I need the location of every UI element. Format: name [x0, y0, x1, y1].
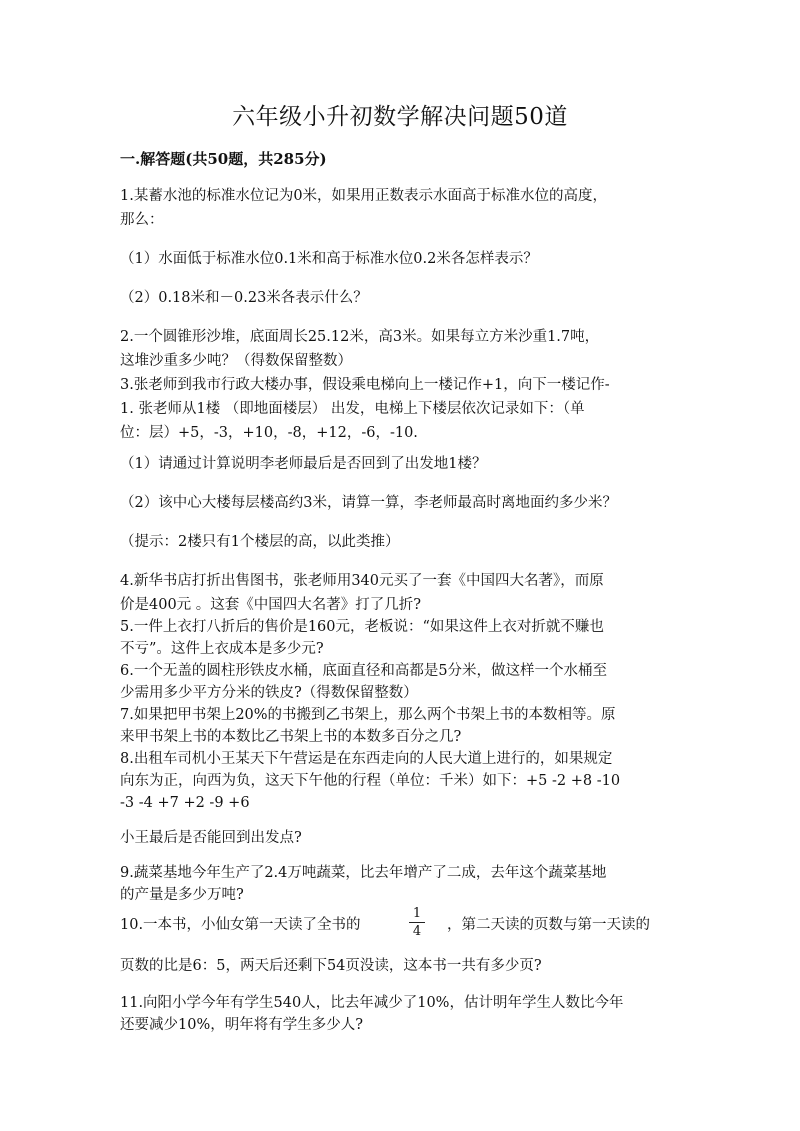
- question-line: 6.一个无盖的圆柱形铁皮水桶，底面直径和高都是5分米，做这样一个水桶至: [120, 663, 608, 679]
- question-line: 少需用多少平方分米的铁皮?（得数保留整数）: [120, 685, 418, 701]
- question-line: 1. 张老师从1楼 （即地面楼层） 出发，电梯上下楼层依次记录如下：（单: [120, 401, 585, 417]
- fraction-denominator: 4: [412, 924, 422, 939]
- question-line: （2）该中心大楼每层楼高约3米，请算一算，李老师最高时离地面约多少米？: [120, 495, 617, 511]
- question-line: -3 -4 +7 +2 -9 +6: [120, 795, 250, 811]
- question-line: （提示：2楼只有1个楼层的高，以此类推）: [120, 534, 400, 550]
- question-line: 3.张老师到我市行政大楼办事，假设乘电梯向上一楼记作+1，向下一楼记作-: [120, 377, 610, 393]
- question-line: ，第二天读的页数与第一天读的: [447, 917, 650, 933]
- section-heading: 一.解答题(共50题，共285分): [120, 150, 327, 168]
- question-line: 10.一本书，小仙女第一天读了全书的: [120, 917, 361, 933]
- question-line: 向东为正，向西为负，这天下午他的行程（单位：千米）如下：+5 -2 +8 -10: [120, 773, 621, 789]
- question-line: 9.蔬菜基地今年生产了2.4万吨蔬菜，比去年增产了二成，去年这个蔬菜基地: [120, 865, 607, 881]
- question-line: 位：层）+5，-3，+10，-8，+12，-6，-10.: [120, 425, 418, 441]
- fraction-bar: [409, 922, 425, 923]
- question-line: 7.如果把甲书架上20%的书搬到乙书架上，那么两个书架上书的本数相等。原: [120, 707, 616, 723]
- question-line: 5.一件上衣打八折后的售价是160元，老板说：“如果这件上衣对折就不赚也: [120, 619, 604, 635]
- question-line: 的产量是多少万吨?: [120, 887, 244, 903]
- question-line: 页数的比是6：5，两天后还剩下54页没读，这本书一共有多少页?: [120, 958, 542, 974]
- page-title: 六年级小升初数学解决问题50道: [232, 104, 568, 130]
- question-line: 8.出租车司机小王某天下午营运是在东西走向的人民大道上进行的，如果规定: [120, 751, 613, 767]
- question-line: 小王最后是否能回到出发点?: [120, 830, 302, 846]
- fraction-one-quarter: [407, 906, 427, 939]
- question-line: （1）请通过计算说明李老师最后是否回到了出发地1楼？: [120, 456, 487, 472]
- fraction-numerator: 1: [412, 906, 422, 921]
- question-line: （2）0.18米和－0.23米各表示什么？: [120, 290, 368, 306]
- question-line: 1.某蓄水池的标准水位记为0米，如果用正数表示水面高于标准水位的高度，: [120, 188, 608, 204]
- question-line: 还要减少10%，明年将有学生多少人?: [120, 1017, 364, 1033]
- question-line: 来甲书架上书的本数比乙书架上书的本数多百分之几?: [120, 729, 462, 745]
- question-line: 11.向阳小学今年有学生540人，比去年减少了10%，估计明年学生人数比今年: [120, 995, 624, 1011]
- question-line: 这堆沙重多少吨？（得数保留整数）: [120, 353, 352, 369]
- question-line: 价是400元 。这套《中国四大名著》打了几折?: [120, 597, 422, 613]
- question-line: 那么：: [120, 212, 164, 228]
- question-line: 4.新华书店打折出售图书，张老师用340元买了一套《中国四大名著》，而原: [120, 573, 604, 589]
- question-line: （1）水面低于标准水位0.1米和高于标准水位0.2米各怎样表示？: [120, 251, 538, 267]
- question-line: 不亏”。这件上衣成本是多少元?: [120, 641, 324, 657]
- question-line: 2.一个圆锥形沙堆，底面周长25.12米，高3米。如果每立方米沙重1.7吨，: [120, 329, 600, 345]
